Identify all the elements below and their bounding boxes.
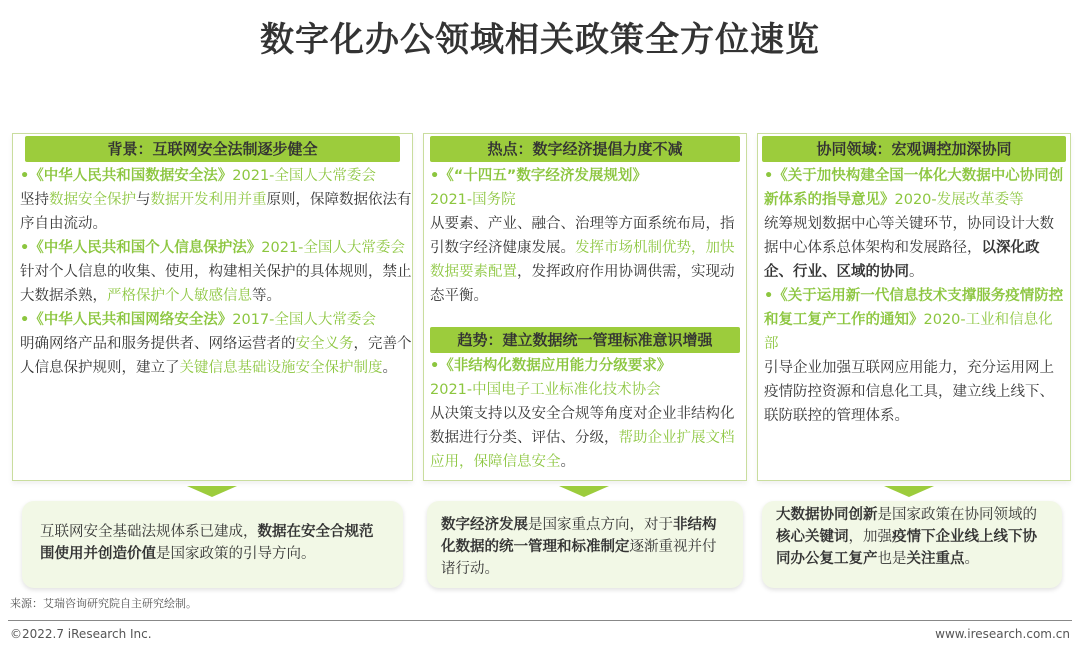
section-heading: 协同领域：宏观调控加深协同 — [762, 136, 1066, 162]
section-body — [430, 354, 746, 474]
text-run: 大数据协同创新 — [776, 507, 878, 523]
policy-description — [430, 212, 746, 308]
policy-issuer: 2021-国务院 — [430, 192, 516, 208]
text-run: 。 — [964, 551, 979, 567]
section-body — [430, 164, 746, 308]
summary-box — [22, 501, 403, 588]
section-body — [764, 164, 1066, 428]
text-run: 严格保护个人敏感信息 — [107, 288, 252, 304]
text-run: 疫情下企业线上线下协同办公复工复产 — [776, 529, 1037, 567]
section-body — [20, 164, 412, 380]
summary-box — [427, 501, 743, 588]
text-run: 数据开发利用并重 — [150, 192, 267, 208]
section-heading: 背景：互联网安全法制逐步健全 — [25, 136, 400, 162]
text-run: 核心关键词 — [776, 529, 849, 545]
text-run: 等。 — [252, 288, 281, 304]
text-run: ，加强 — [848, 529, 892, 545]
text-run: 从要素、产业、融合、治理等方面系统布局，指引数字经济健康发展。 — [430, 216, 735, 256]
text-run: 数据安全保护 — [49, 192, 136, 208]
down-arrow-icon — [884, 486, 934, 497]
text-run: ，发挥政府作用协调供需，实现动态平衡。 — [430, 264, 735, 304]
text-run: 发挥市场机制优势，加快数据要素配置 — [430, 240, 735, 280]
text-run: 。 — [909, 264, 924, 280]
policy-description — [20, 260, 412, 308]
text-run: 原则，保障数据依法有序自由流动。 — [20, 192, 412, 232]
text-run: 非结构化数据的统一管理和标准制定 — [441, 517, 717, 555]
text-run: 数字经济发展 — [441, 517, 528, 533]
text-run: 是国家政策的引导方向。 — [156, 546, 316, 562]
text-run: 互联网安全基础法规体系已建成， — [40, 524, 258, 540]
policy-description — [764, 356, 1066, 428]
website-link[interactable]: www.iresearch.com.cn — [935, 627, 1070, 641]
copyright: ©2022.7 iResearch Inc. — [10, 627, 152, 641]
text-run: 以深化政企、行业、区域的协同 — [764, 240, 1040, 280]
text-run: 。 — [560, 454, 575, 470]
text-run: 引导企业加强互联网应用能力，充分运用网上疫情防控资源和信息化工具，建立线上线下、联防联控的管理体系。 — [764, 360, 1054, 424]
policy-description — [764, 212, 1066, 284]
policy-title: •《中华人民共和国网络安全法》2017-全国人大常委会 — [20, 312, 376, 328]
text-run: 统筹规划数据中心等关键环节，协同设计大数据中心体系总体架构和发展路径， — [764, 216, 1054, 256]
policy-title: •《“十四五”数字经济发展规划》 — [430, 168, 647, 184]
text-run: 关注重点 — [906, 551, 965, 567]
policy-panel-background — [12, 133, 413, 481]
down-arrow-icon — [559, 486, 609, 497]
text-run: 是国家政策在协同领域的 — [877, 507, 1037, 523]
text-run: 。 — [382, 360, 397, 376]
page-title: 数字化办公领域相关政策全方位速览 — [260, 20, 820, 60]
policy-title: •《非结构化数据应用能力分级要求》 — [430, 358, 672, 374]
policy-title: •《关于运用新一代信息技术支撑服务疫情防控和复工复产工作的通知》2020-工业和信息化部 — [764, 288, 1064, 352]
footer-divider — [8, 620, 1072, 621]
text-run: 帮助企业扩展文档应用，保障信息安全 — [430, 430, 735, 470]
policy-description — [430, 402, 746, 474]
text-run: 从决策支持以及安全合规等角度对企业非结构化数据进行分类、评估、分级， — [430, 406, 735, 446]
text-run: 是国家重点方向，对于 — [528, 517, 673, 533]
text-run: 针对个人信息的收集、使用，构建相关保护的具体规则，禁止大数据杀熟， — [20, 264, 412, 304]
text-run: ，完善个人信息保护规则，建立了 — [20, 336, 412, 376]
source-note: 来源：艾瑞咨询研究院自主研究绘制。 — [10, 597, 197, 610]
text-run: 坚持 — [20, 192, 49, 208]
summary-box — [762, 501, 1062, 588]
policy-description — [20, 332, 412, 380]
text-run: 安全义务 — [295, 336, 354, 352]
text-run: 逐渐重视并付诸行动。 — [441, 539, 717, 577]
text-run: 明确网络产品和服务提供者、网络运营者的 — [20, 336, 296, 352]
policy-description — [20, 188, 412, 236]
text-run: 与 — [136, 192, 151, 208]
policy-title: •《关于加快构建全国一体化大数据中心协同创新体系的指导意见》2020-发展改革委等 — [764, 168, 1064, 208]
policy-panel-hotspot — [423, 133, 747, 481]
text-run: 也是 — [877, 551, 907, 567]
text-run: 数据在安全合规范围使用并创造价值 — [40, 524, 374, 562]
section-heading: 趋势：建立数据统一管理标准意识增强 — [430, 327, 740, 353]
policy-issuer: 2021-中国电子工业标准化技术协会 — [430, 382, 661, 398]
text-run: 关键信息基础设施安全保护制度 — [179, 360, 383, 376]
policy-title: •《中华人民共和国数据安全法》2021-全国人大常委会 — [20, 168, 376, 184]
down-arrow-icon — [187, 486, 237, 497]
policy-panel-collaboration — [757, 133, 1071, 481]
section-heading: 热点：数字经济提倡力度不减 — [430, 136, 740, 162]
policy-title: •《中华人民共和国个人信息保护法》2021-全国人大常委会 — [20, 240, 405, 256]
